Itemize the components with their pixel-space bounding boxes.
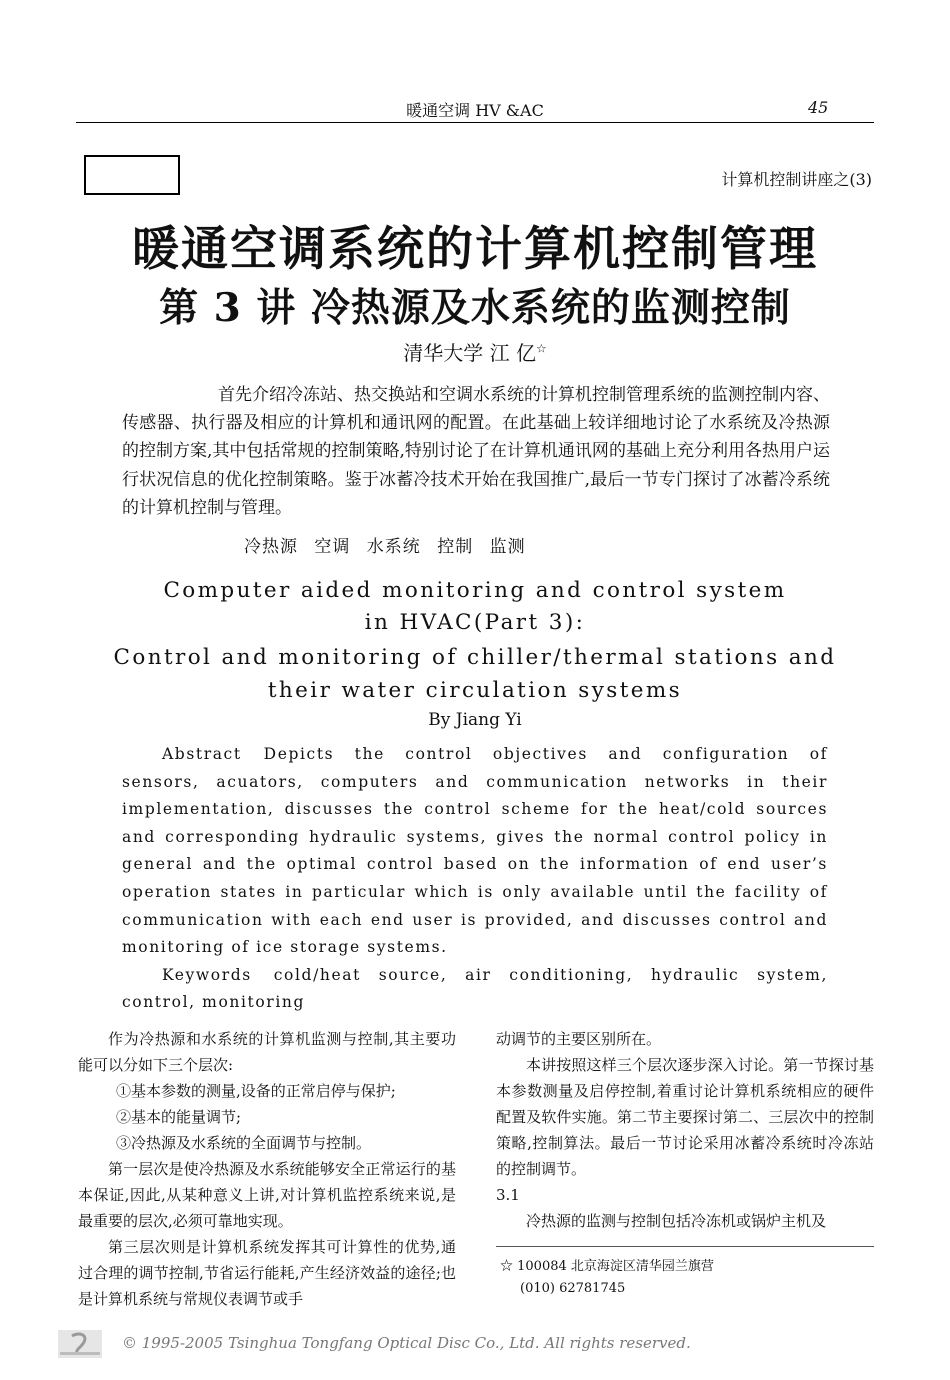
author-name: 清华大学 江 亿 — [403, 341, 536, 365]
footnote-rule — [496, 1246, 874, 1247]
author-footnote-mark: ☆ — [535, 341, 547, 356]
column-label-box — [84, 155, 180, 195]
list-item: ①基本参数的测量,设备的正常启停与保护; — [116, 1082, 396, 1100]
abstract-english — [122, 741, 828, 1017]
body-column-right — [496, 1026, 874, 1234]
body-paragraph: 第三层次则是计算机系统发挥其可计算性的优势,通过合理的调节控制,节省运行能耗,产生经济效益的途径;也是计算机系统与常规仪表调节或手 — [78, 1238, 456, 1308]
footnote-phone: (010) 62781745 — [520, 1281, 626, 1296]
english-title-line-2: in HVAC(Part 3): — [364, 610, 586, 635]
keywords-english — [122, 962, 828, 1017]
english-title-line-3: Control and monitoring of chiller/thermal stations and — [113, 645, 837, 670]
publisher-logo-icon — [58, 1330, 102, 1358]
english-title-line-1: Computer aided monitoring and control system — [163, 578, 787, 603]
keywords-english-text: cold/heat source, air conditioning, hydraulic system, control, monitoring — [122, 965, 828, 1012]
body-column-left — [78, 1026, 456, 1312]
header-rule — [76, 122, 874, 123]
section-heading: 3.1 — [496, 1186, 520, 1204]
keywords-chinese: 冷热源 空调 水系统 控制 监测 — [244, 537, 526, 557]
list-item: ②基本的能量调节; — [116, 1108, 242, 1126]
abstract-english-text: Depicts the control objectives and configuration of sensors, acuators, computers and communication networks in their implementation, discusses the control scheme for the heat/cold sources and corresponding hydraulic systems, gives the normal control policy in general and the optimal control based on the information of end user’s operation states in particular which is only available until the facility of communication with each end user is provided, and discusses control and monitoring of ice storage systems. — [122, 745, 828, 957]
abstract-chinese-text: 首先介绍冷冻站、热交换站和空调水系统的计算机控制管理系统的监测控制内容、传感器、执行器及相应的计算机和通讯网的配置。在此基础上较详细地讨论了水系统及冷热源的控制方案,其中包括常规的控制策略,特别讨论了在计算机通讯网的基础上充分利用各热用户运行状况信息的优化控制策略。鉴于冰蓄冷技术开始在我国推广,最后一节专门探讨了冰蓄冷系统的计算机控制与管理。 — [122, 385, 830, 518]
series-label: 计算机控制讲座之(3) — [721, 170, 872, 189]
body-paragraph: 冷热源的监测与控制包括冷冻机或锅炉主机及 — [526, 1212, 827, 1230]
copyright-notice: © 1995-2005 Tsinghua Tongfang Optical Disc Co., Ltd. All rights reserved. — [122, 1334, 691, 1352]
footnote — [500, 1256, 878, 1300]
body-paragraph: 动调节的主要区别所在。 — [496, 1030, 662, 1048]
article-title: 暖通空调系统的计算机控制管理 — [132, 222, 818, 277]
abstract-label: Abstract — [162, 745, 242, 763]
list-item: ③冷热源及水系统的全面调节与控制。 — [116, 1134, 372, 1152]
article-subtitle: 第 3 讲 冷热源及水系统的监测控制 — [159, 285, 791, 331]
keywords-label: Keywords — [162, 965, 252, 984]
author-line — [0, 337, 950, 366]
running-header-journal: 暖通空调 HV &AC — [406, 101, 544, 120]
abstract-chinese — [122, 381, 830, 522]
body-paragraph: 本讲按照这样三个层次逐步深入讨论。第一节探讨基本参数测量及启停控制,着重讨论计算机系统相应的硬件配置及软件实施。第二节主要探讨第二、三层次中的控制策略,控制算法。最后一节讨论采用冰蓄冷系统时冷冻站的控制调节。 — [496, 1056, 874, 1178]
body-paragraph: 第一层次是使冷热源及水系统能够安全正常运行的基本保证,因此,从某种意义上讲,对计算机监控系统来说,是最重要的层次,必须可靠地实现。 — [78, 1160, 456, 1230]
english-title-line-4: their water circulation systems — [267, 678, 683, 703]
page-number: 45 — [808, 98, 829, 117]
english-byline: By Jiang Yi — [428, 710, 522, 730]
footnote-address: ☆ 100084 北京海淀区清华园兰旗营 — [500, 1259, 714, 1274]
body-paragraph: 作为冷热源和水系统的计算机监测与控制,其主要功能可以分如下三个层次: — [78, 1030, 456, 1074]
abstract-english-paragraph — [122, 741, 828, 962]
